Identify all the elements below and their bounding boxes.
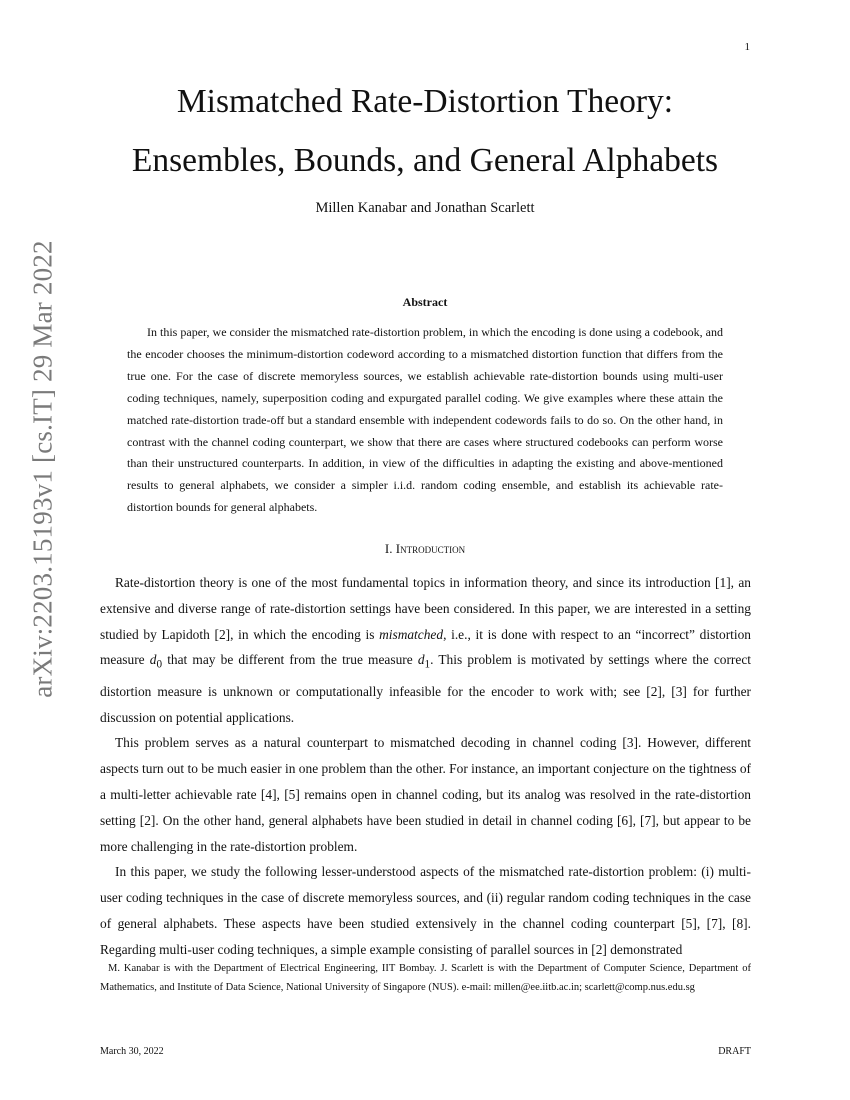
abstract-text: In this paper, we consider the mismatched rate-distortion problem, in which the encoding is done using a codebook, and the encoder chooses the minimum-distortion codeword according to a mismatched distortion function that differs from the true one. For the case of discrete memoryless sources, we establish achievable rate-distortion bounds using multi-user coding techniques, namely, superposition coding and expurgated parallel coding. We give examples where these attain the matched rate-distortion trade-off but a standard ensemble with independent codewords fails to do so. On the other hand, in contrast with the channel coding counterpart, we show that there are cases where structured codebooks can perform worse than their unstructured counterparts. In addition, in view of the difficulties in adapting the existing and above-mentioned results to general alphabets, we consider a simpler i.i.d. random coding ensemble, and establish its achievable rate-distortion bounds for general alphabets.: [127, 325, 723, 515]
page-number: 1: [744, 41, 750, 53]
section-heading: [0, 541, 850, 557]
body-text: [100, 570, 751, 963]
p1-part-c: that may be different from the true measure: [162, 652, 418, 668]
abstract-heading: Abstract: [402, 295, 448, 309]
footer-draft: DRAFT: [718, 1046, 751, 1057]
paper-title-line-2: Ensembles, Bounds, and General Alphabets: [131, 142, 719, 179]
p1-part-d: . This problem is motivated by settings where the correct distortion measure is unknown or computationally infeasible for the encoder to work with; see [2], [3] for further discussion on potential applications.: [100, 652, 751, 725]
p1-part-b: , i.e., it is done with respect to an “incorrect” distortion measure: [100, 626, 751, 668]
paragraph-3: In this paper, we study the following lesser-understood aspects of the mismatched rate-distortion problem: (i) multi-user coding techniques in the case of discrete memoryless sources, and (ii) regular random coding techniques in the case of general alphabets. These aspects have been studied extensively in the channel coding counterpart [5], [7], [8]. Regarding multi-user coding techniques, a simple example consisting of parallel sources in [2] demonstrated: [100, 864, 751, 957]
paragraph-2: This problem serves as a natural counterpart to mismatched decoding in channel coding [3]. However, different aspects turn out to be much easier in one problem than the other. For instance, an important conjecture on the tightness of a multi-letter achievable rate [4], [5] remains open in channel coding, but its analog was resolved in the rate-distortion setting [2]. On the other hand, general alphabets have been studied in detail in channel coding [6], [7], but appear to be more challenging in the rate-distortion problem.: [100, 735, 751, 854]
p1-emphasis: mismatched: [379, 626, 444, 642]
arxiv-watermark: arXiv:2203.15193v1 [cs.IT] 29 Mar 2022: [27, 240, 58, 698]
paragraph-1: [100, 570, 751, 730]
symbol-d0: d: [149, 652, 157, 668]
symbol-d1: d: [417, 652, 425, 668]
footnote: M. Kanabar is with the Department of Electrical Engineering, IIT Bombay. J. Scarlett is with the Department of Computer Science, Department of Mathematics, and Institute of Data Science, National University of Singapore (NUS). e-mail: millen@ee.iitb.ac.in; scarlett@comp.nus.edu.sg: [100, 963, 751, 993]
symbol-d0-subscript: 0: [156, 659, 163, 672]
paper-title-line-1: Mismatched Rate-Distortion Theory:: [176, 83, 674, 120]
footer-date: March 30, 2022: [100, 1046, 164, 1057]
section-title: Introduction: [395, 541, 466, 556]
section-number: I.: [384, 541, 396, 556]
p1-part-a: Rate-distortion theory is one of the most fundamental topics in information theory, and since its introduction [1], an extensive and diverse range of rate-distortion settings have been considered. In this paper, we are interested in a setting studied by Lapidoth [2], in which the encoding is: [100, 575, 751, 642]
authors: Millen Kanabar and Jonathan Scarlett: [315, 200, 535, 216]
symbol-d1-subscript: 1: [424, 659, 431, 672]
